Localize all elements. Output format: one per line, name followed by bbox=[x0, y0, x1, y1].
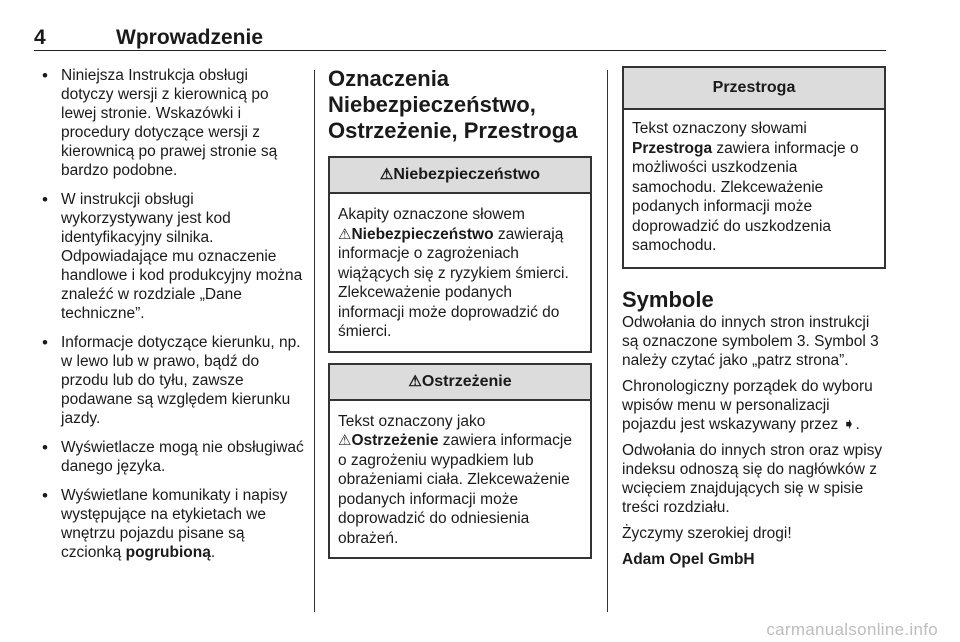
page-reference-icon: 3 bbox=[870, 332, 879, 350]
watermark: carmanualsonline.info bbox=[766, 620, 938, 639]
warning-triangle-icon: ⚠ bbox=[408, 372, 422, 390]
warning-box bbox=[328, 363, 592, 560]
warning-intro: Tekst oznaczony jako bbox=[338, 412, 486, 430]
page-title: Wprowadzenie bbox=[116, 26, 264, 49]
paragraph-text: . bbox=[855, 415, 860, 433]
paragraph-index-references: Odwołania do innych stron oraz wpisy indeksu odnoszą się do nagłówków z wcięciem znajdujących się w spisie treści rozdziału. bbox=[622, 441, 883, 516]
paragraph-text: . Symbol bbox=[805, 332, 871, 350]
list-item: • Informacje dotyczące kierunku, np. w lewo lub w prawo, bądź do przodu lub do tyłu, zawsze podawane są względem kierunku jazdy. bbox=[36, 333, 304, 428]
warning-triangle-icon: ⚠ bbox=[338, 225, 352, 243]
paragraph-text: Odwołania do innych stron instrukcji są oznaczone symbolem bbox=[622, 313, 870, 350]
column-2 bbox=[328, 66, 592, 559]
warning-text: zawiera informacje o zagrożeniu wypadkiem lub obrażeniami ciała. Zlekceważenie podanych informacji może doprowadzić do odniesienia obrażeń. bbox=[338, 432, 572, 547]
paragraph-text: Chronologiczny porządek do wyboru wpisów menu w personalizacji pojazdu jest wskazywany przez bbox=[622, 377, 873, 433]
caution-keyword: Przestroga bbox=[632, 139, 713, 157]
column-1 bbox=[36, 66, 304, 572]
caution-intro: Tekst oznaczony słowami bbox=[632, 120, 807, 137]
danger-box-body bbox=[330, 194, 590, 351]
column-3 bbox=[622, 66, 886, 576]
list-item-end: . bbox=[210, 544, 216, 561]
menu-arrow-icon: ➧ bbox=[842, 415, 856, 433]
list-item-text: Wyświetlane komunikaty i napisy występujące na etykietach we wnętrzu pojazdu pisane są czcionką bbox=[61, 487, 288, 561]
warning-box-header bbox=[330, 365, 590, 401]
page-reference-icon: 3 bbox=[796, 332, 806, 350]
caution-box bbox=[622, 66, 886, 269]
danger-box-header bbox=[330, 158, 590, 194]
list-item: • Niniejsza Instrukcja obsługi dotyczy wersji z kierownicą po lewej stronie. Wskazówki i procedury dotyczące wersji z kierownicą po prawej stronie są bardzo podobne. bbox=[36, 66, 304, 180]
section-heading-symbole: Symbole bbox=[622, 286, 714, 312]
paragraph-greeting: Życzymy szerokiej drogi! bbox=[622, 524, 792, 542]
warning-box-body bbox=[330, 401, 590, 558]
danger-box bbox=[328, 156, 592, 353]
warning-triangle-icon: ⚠ bbox=[338, 432, 352, 449]
page-header bbox=[34, 26, 886, 51]
paragraph-menu-order bbox=[622, 377, 886, 434]
list-item: • Wyświetlacze mogą nie obsługiwać danego języka. bbox=[36, 438, 304, 476]
caution-box-header: Przestroga bbox=[624, 68, 884, 110]
caution-box-body bbox=[624, 110, 884, 267]
danger-intro: Akapity oznaczone słowem bbox=[338, 206, 525, 223]
page-number: 4 bbox=[34, 26, 46, 49]
danger-text: zawierają informacje o zagrożeniach wiążących się z ryzykiem śmierci. Zlekceważenie podanych informacji może doprowadzić do śmierci. bbox=[338, 225, 569, 340]
caution-text: zawiera informacje o możliwości uszkodzenia samochodu. Zlekceważenie podanych informacji może doprowadzić do uszkodzenia samochodu. bbox=[632, 139, 859, 254]
bullet-list bbox=[36, 66, 304, 562]
list-item bbox=[36, 486, 304, 562]
warning-keyword: Ostrzeżenie bbox=[351, 432, 439, 449]
section-heading-oznaczenia: Oznaczenia Niebezpieczeństwo, Ostrzeżenie, Przestroga bbox=[328, 66, 578, 143]
column-divider-1 bbox=[314, 70, 315, 612]
paragraph-page-references bbox=[622, 313, 886, 370]
danger-box-title: Niebezpieczeństwo bbox=[393, 166, 541, 183]
signature bbox=[622, 550, 886, 569]
warning-box-title: Ostrzeżenie bbox=[421, 372, 512, 390]
list-item: • W instrukcji obsługi wykorzystywany jest kod identyfikacyjny silnika. Odpowiadające mu oznaczenie handlowe i kod produkcyjny można znaleźć w rozdziale „Dane techniczne”. bbox=[36, 190, 304, 323]
bold-word: pogrubioną bbox=[125, 544, 211, 561]
column-divider-2 bbox=[607, 70, 608, 612]
paragraph-text: należy czytać jako „patrz strona”. bbox=[622, 351, 849, 369]
signature-text: Adam Opel GmbH bbox=[622, 550, 755, 568]
warning-triangle-icon: ⚠ bbox=[379, 166, 394, 183]
danger-keyword: Niebezpieczeństwo bbox=[351, 225, 494, 243]
